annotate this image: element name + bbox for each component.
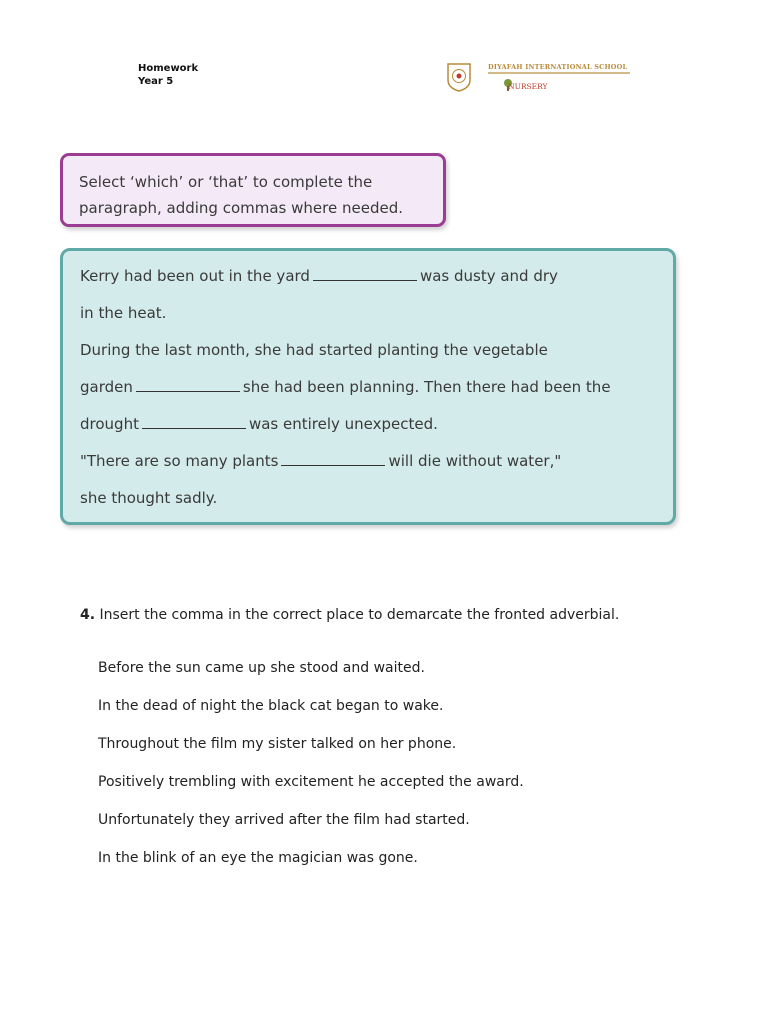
school-seal-icon bbox=[446, 62, 472, 92]
homework-label: Homework bbox=[138, 63, 199, 74]
sentence-2: In the dead of night the black cat began to wake. bbox=[98, 698, 444, 714]
nursery-label: NURSERY bbox=[508, 82, 548, 91]
year-label: Year 5 bbox=[138, 76, 174, 87]
paragraph-line-7: she thought sadly. bbox=[80, 489, 218, 507]
paragraph-line-2: in the heat. bbox=[80, 304, 167, 322]
paragraph-text: garden bbox=[80, 378, 133, 396]
answer-blank[interactable] bbox=[142, 416, 246, 429]
paragraph-line-1 bbox=[80, 267, 558, 285]
homework-header bbox=[138, 62, 198, 88]
instruction-line-1: Select ‘which’ or ‘that’ to complete the bbox=[79, 173, 373, 191]
question-number: 4. bbox=[80, 607, 96, 623]
paragraph-text: Kerry had been out in the yard bbox=[80, 267, 310, 285]
paragraph-text: "There are so many plants bbox=[80, 452, 279, 470]
school-logo bbox=[446, 60, 636, 96]
question-4-prompt bbox=[80, 607, 619, 623]
arabic-script-decoration bbox=[488, 72, 630, 75]
paragraph-line-6 bbox=[80, 452, 561, 470]
paragraph-text: was dusty and dry bbox=[419, 267, 558, 285]
paragraph-box bbox=[60, 248, 676, 525]
question-text: Insert the comma in the correct place to demarcate the fronted adverbial. bbox=[99, 607, 620, 623]
paragraph-line-3: During the last month, she had started planting the vegetable bbox=[80, 341, 548, 359]
paragraph-text: she had been planning. Then there had been the bbox=[242, 378, 611, 396]
instruction-text bbox=[79, 169, 439, 221]
paragraph-text: will die without water," bbox=[388, 452, 562, 470]
school-name: DIYAFAH INTERNATIONAL SCHOOL bbox=[488, 63, 628, 71]
sentence-4: Positively trembling with excitement he accepted the award. bbox=[98, 774, 524, 790]
instruction-line-2: paragraph, adding commas where needed. bbox=[79, 199, 403, 217]
sentence-3: Throughout the film my sister talked on her phone. bbox=[98, 736, 457, 752]
answer-blank[interactable] bbox=[313, 268, 417, 281]
sentence-6: In the blink of an eye the magician was gone. bbox=[98, 850, 418, 866]
paragraph-line-5 bbox=[80, 415, 438, 433]
sentence-1: Before the sun came up she stood and waited. bbox=[98, 660, 425, 676]
paragraph-text: drought bbox=[80, 415, 139, 433]
answer-blank[interactable] bbox=[136, 379, 240, 392]
answer-blank[interactable] bbox=[281, 453, 385, 466]
instruction-box bbox=[60, 153, 446, 227]
sentence-5: Unfortunately they arrived after the film had started. bbox=[98, 812, 470, 828]
paragraph-text: was entirely unexpected. bbox=[248, 415, 438, 433]
paragraph-line-4 bbox=[80, 378, 611, 396]
